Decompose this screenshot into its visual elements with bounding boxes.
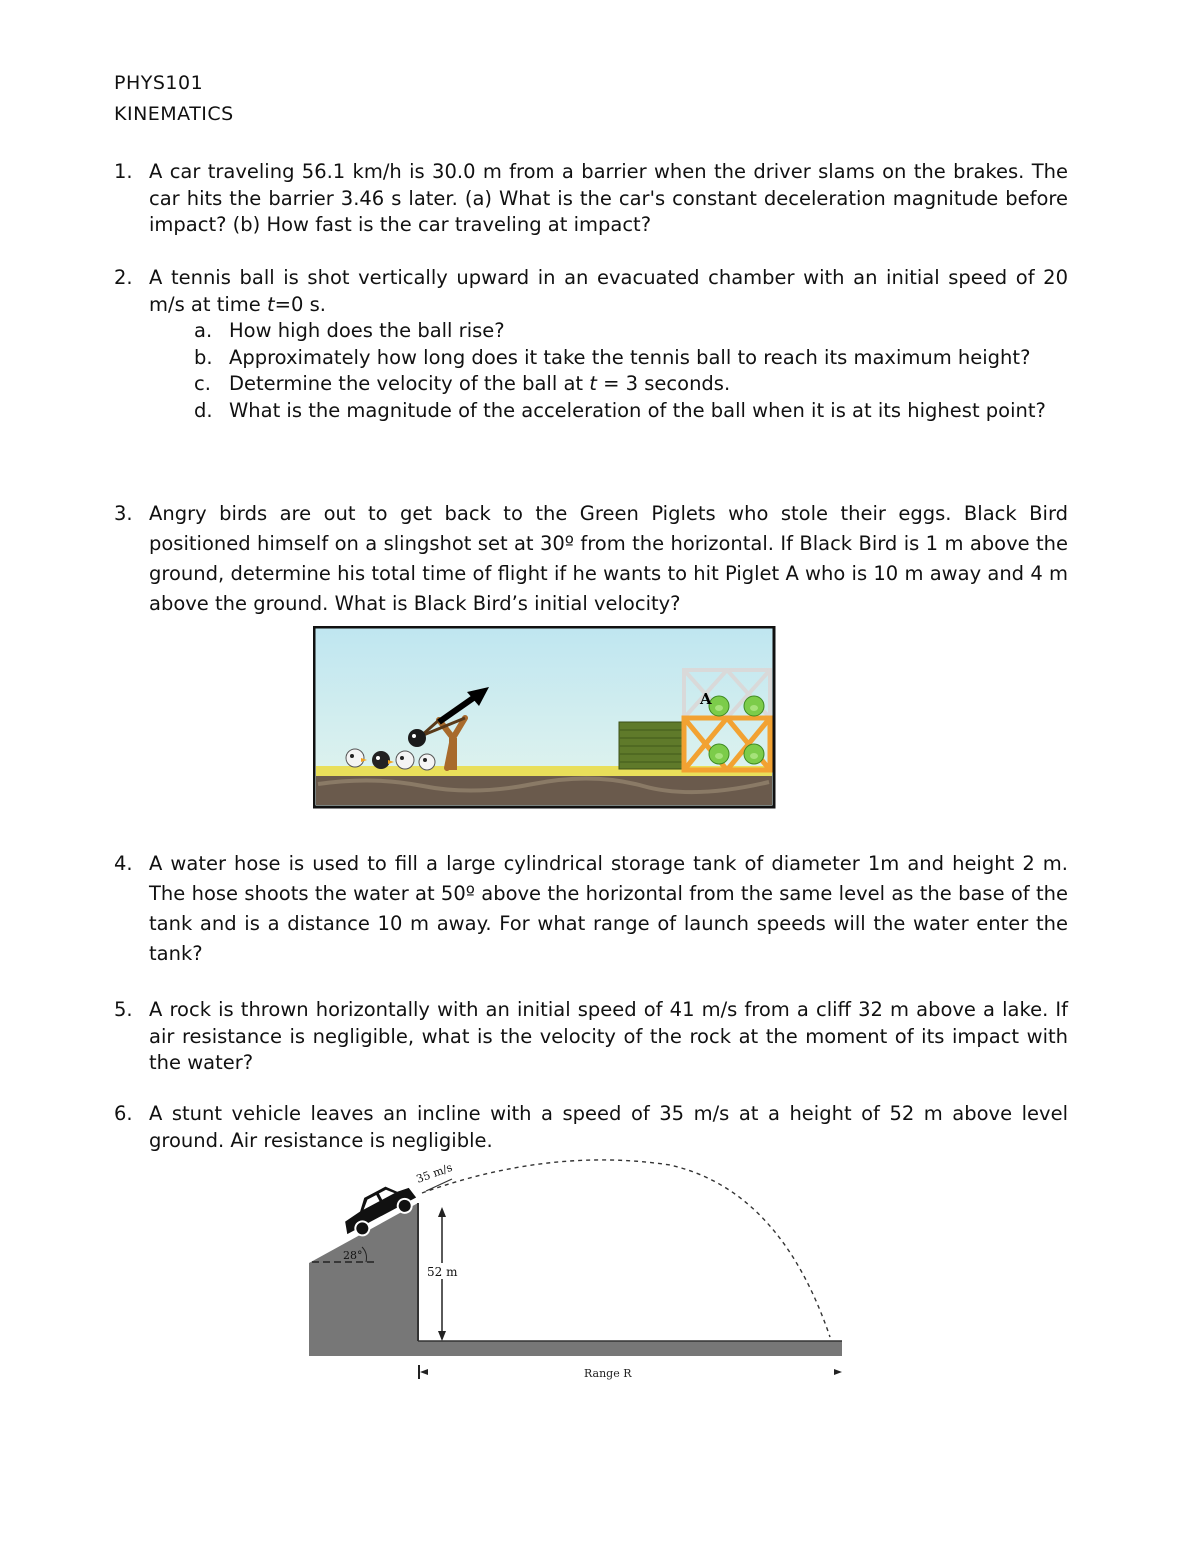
sub-question-list [194, 318, 1068, 424]
speed-label: 35 m/s [414, 1160, 455, 1186]
piglet-icon [744, 744, 764, 764]
sub-question-c: c. Determine the velocity of the ball at t = 3 seconds. [194, 372, 731, 395]
question-6 [114, 1101, 1068, 1154]
sub-question-a: a. How high does the ball rise? [194, 319, 505, 342]
bird-icon [396, 751, 414, 769]
question-text: A stunt vehicle leaves an incline with a speed of 35 m/s at a height of 52 m above level ground. Air resistance is negligible. [149, 1102, 1068, 1152]
question-number: 5. [114, 998, 133, 1021]
range-label: Range R [584, 1367, 632, 1380]
question-2 [114, 265, 1068, 424]
piglet-a-label: A [700, 690, 712, 708]
topic-title: KINEMATICS [114, 103, 234, 125]
question-text: A car traveling 56.1 km/h is 30.0 m from a barrier when the driver slams on the brakes. The car hits the barrier 3.46 s later. (a) What is the car's constant deceleration magnitude before impact? (b) How fast is the car traveling at impact? [149, 160, 1068, 236]
question-text: A tennis ball is shot vertically upward in an evacuated chamber with an initial speed of 20 m/s at time t=0 s. [149, 266, 1068, 316]
question-text: A rock is thrown horizontally with an initial speed of 41 m/s from a cliff 32 m above a lake. If air resistance is negligible, what is the velocity of the rock at the moment of its impact with the water? [149, 998, 1068, 1074]
angry-birds-illustration [313, 626, 777, 810]
sub-question-d: d. What is the magnitude of the acceleration of the ball when it is at its highest point? [194, 398, 1046, 422]
cliff-and-ground [309, 1203, 842, 1356]
question-text: A water hose is used to fill a large cylindrical storage tank of diameter 1m and height 2 m. The hose shoots the water at 50º above the horizontal from the same level as the base of the tank and is a distance 10 m away. For what range of launch speeds will the water enter the tank? [149, 852, 1068, 965]
question-5 [114, 997, 1068, 1077]
range-end-marker [834, 1369, 842, 1375]
piglet-icon [709, 696, 729, 716]
question-number: 1. [114, 160, 133, 183]
bird-icon [419, 754, 435, 770]
question-number: 4. [114, 852, 133, 875]
sub-question-b: b. Approximately how long does it take the tennis ball to reach its maximum height? [194, 345, 1031, 369]
piglet-icon [709, 744, 729, 764]
question-number: 6. [114, 1102, 133, 1125]
stunt-vehicle-diagram [300, 1155, 860, 1390]
course-code: PHYS101 [114, 72, 204, 94]
question-1 [114, 159, 1068, 239]
black-bird-icon [408, 729, 426, 747]
trajectory-path [422, 1160, 830, 1337]
question-number: 3. [114, 502, 133, 525]
piglet-icon [744, 696, 764, 716]
question-text: Angry birds are out to get back to the Green Piglets who stole their eggs. Black Bird positioned himself on a slingshot set at 30º from the horizontal. If Black Bird is 1 m above the ground, determine his total time of flight if he wants to hit Piglet A who is 10 m away and 4 m above the ground. What is Black Bird’s initial velocity? [149, 502, 1068, 615]
height-label: 52 m [427, 1265, 458, 1279]
question-number: 2. [114, 266, 133, 289]
incline-angle-label: 28° [343, 1249, 363, 1262]
question-4 [114, 849, 1068, 969]
question-3 [114, 499, 1068, 619]
